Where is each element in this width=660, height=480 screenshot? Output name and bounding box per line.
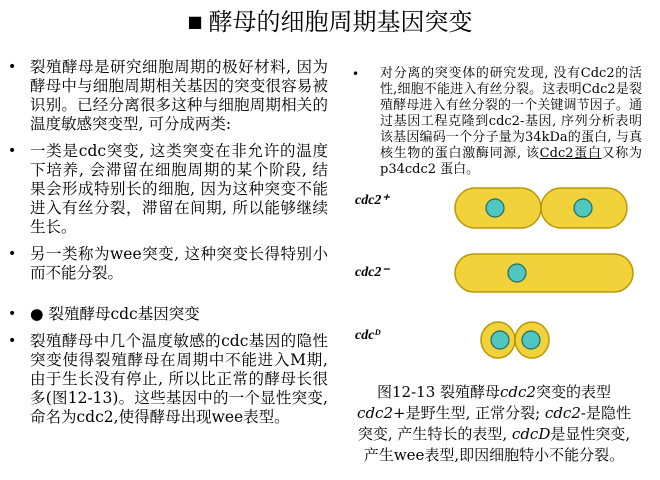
bullet-icon: •: [8, 59, 17, 75]
bullet-icon: •: [8, 143, 17, 159]
label-cdc-d: cdcᴰ: [355, 328, 381, 343]
wee-cell: [481, 322, 549, 358]
list-item: [8, 332, 328, 427]
bullet-icon: •: [8, 306, 17, 322]
right-bullet-list: [352, 66, 642, 186]
list-item: [8, 305, 328, 324]
list-item: [8, 142, 328, 237]
nucleus-icon: [508, 264, 526, 282]
list-item: [8, 245, 328, 283]
list-item-text: 对分离的突变体的研究发现, 没有Cdc2的活性,细胞不能进入有丝分裂。这表明Cdc2是裂殖酵母进入有丝分裂的一个关键调节因子。通过基因工程克隆到cdc2-基因, 序列分析表明该基因编码一个分子量为34kDa的蛋白, 与真核生物的蛋白激酶同源, 该Cdc2蛋白又称为p34cdc2 蛋白。: [380, 66, 642, 177]
nucleus-icon: [491, 331, 509, 349]
list-item-text: 一类是cdc突变, 这类突变在非允许的温度下培养, 会滞留在细胞周期的某个阶段, 结果会形成特别长的细胞, 因为这种突变不能进入有丝分裂，滞留在间期, 所以能够继续生长。: [30, 142, 328, 236]
title-square-icon: ■: [187, 12, 203, 31]
cell-phenotype-figure: [345, 178, 645, 378]
nucleus-icon: [486, 199, 504, 217]
list-item: [8, 58, 328, 134]
nucleus-icon: [574, 199, 592, 217]
label-cdc2-minus: cdc2⁻: [355, 265, 389, 280]
left-bullet-list: [8, 58, 328, 435]
slide-title: [0, 6, 660, 38]
label-cdc2-plus: cdc2⁺: [355, 193, 389, 208]
list-item-text: ● 裂殖酵母cdc基因突变: [30, 305, 200, 323]
list-item-text: 裂殖酵母中几个温度敏感的cdc基因的隐性突变使得裂殖酵母在周期中不能进入M期,由于生长没有停止, 所以比正常的酵母长很多(图12-13)。这些基因中的一个显性突变, 命名为cdc2,使得酵母出现wee表型。: [30, 332, 328, 426]
bullet-icon: •: [8, 246, 17, 262]
list-item: [352, 66, 642, 178]
bullet-icon: •: [352, 67, 360, 81]
nucleus-icon: [522, 331, 540, 349]
title-text: 酵母的细胞周期基因突变: [208, 8, 473, 36]
figure-caption: 图12-13 裂殖酵母cdc2突变的表型 cdc2+是野生型, 正常分裂; cdc2-是隐性 突变, 产生特长的表型, cdcD是显性突变, 产生wee表型,即因细胞特小不能分裂。: [357, 383, 631, 464]
bullet-icon: •: [8, 333, 17, 349]
list-item-text: 裂殖酵母是研究细胞周期的极好材料, 因为酵母中与细胞周期相关基因的突变很容易被识别。已经分离很多这种与细胞周期相关的温度敏感突变型, 可分成两类:: [30, 58, 328, 133]
long-cell: [455, 254, 633, 292]
list-item-text: 另一类称为wee突变, 这种突变长得特别小而不能分裂。: [30, 245, 328, 282]
cdc2-protein-link[interactable]: Cdc2蛋白: [539, 146, 602, 161]
wild-type-cell: [455, 188, 627, 228]
